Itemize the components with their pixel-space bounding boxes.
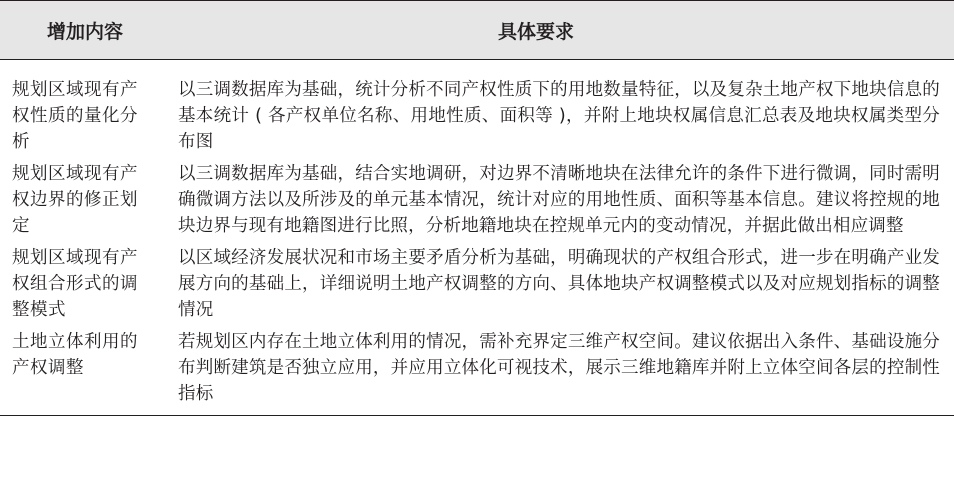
row-item-cell: 规划区域现有产权边界的修正划定	[12, 164, 138, 236]
row-requirement-cell: 以三调数据库为基础，结合实地调研，对边界不清晰地块在法律允许的条件下进行微调，同时需明确微调方法以及所涉及的单元基本情况，统计对应的用地性质、面积等基本信息。建议将控规的地块边界与现有地籍图进行比照，分析地籍地块在控规单元内的变动情况，并据此做出相应调整	[178, 164, 940, 236]
table-row	[0, 161, 954, 245]
row-item-cell: 土地立体利用的产权调整	[0, 329, 178, 416]
table-body	[0, 60, 954, 416]
row-item-cell: 规划区域现有产权组合形式的调整模式	[12, 248, 138, 320]
table-row	[0, 245, 954, 329]
row-requirement-cell: 以区域经济发展状况和市场主要矛盾分析为基础，明确现状的产权组合形式，进一步在明确产业发展方向的基础上，详细说明土地产权调整的方向、具体地块产权调整模式以及对应规划指标的调整情况	[178, 248, 940, 320]
row-requirement-cell: 以三调数据库为基础，统计分析不同产权性质下的用地数量特征，以及复杂土地产权下地块信息的基本统计 ( 各产权单位名称、用地性质、面积等 )，并附上地块权属信息汇总表及地块权属类型分布图	[178, 80, 940, 152]
header-row	[0, 1, 954, 60]
header-specific-requirements: 具体要求	[178, 1, 954, 60]
table-row	[0, 329, 954, 416]
table-header	[0, 1, 954, 60]
row-item-cell: 规划区域现有产权性质的量化分析	[12, 80, 138, 152]
header-content-added: 增加内容	[0, 1, 178, 60]
row-requirement-cell: 若规划区内存在土地立体利用的情况，需补充界定三维产权空间。建议依据出入条件、基础设施分布判断建筑是否独立应用，并应用立体化可视技术，展示三维地籍库并附上立体空间各层的控制性指标	[178, 329, 954, 416]
table-row	[0, 60, 954, 162]
